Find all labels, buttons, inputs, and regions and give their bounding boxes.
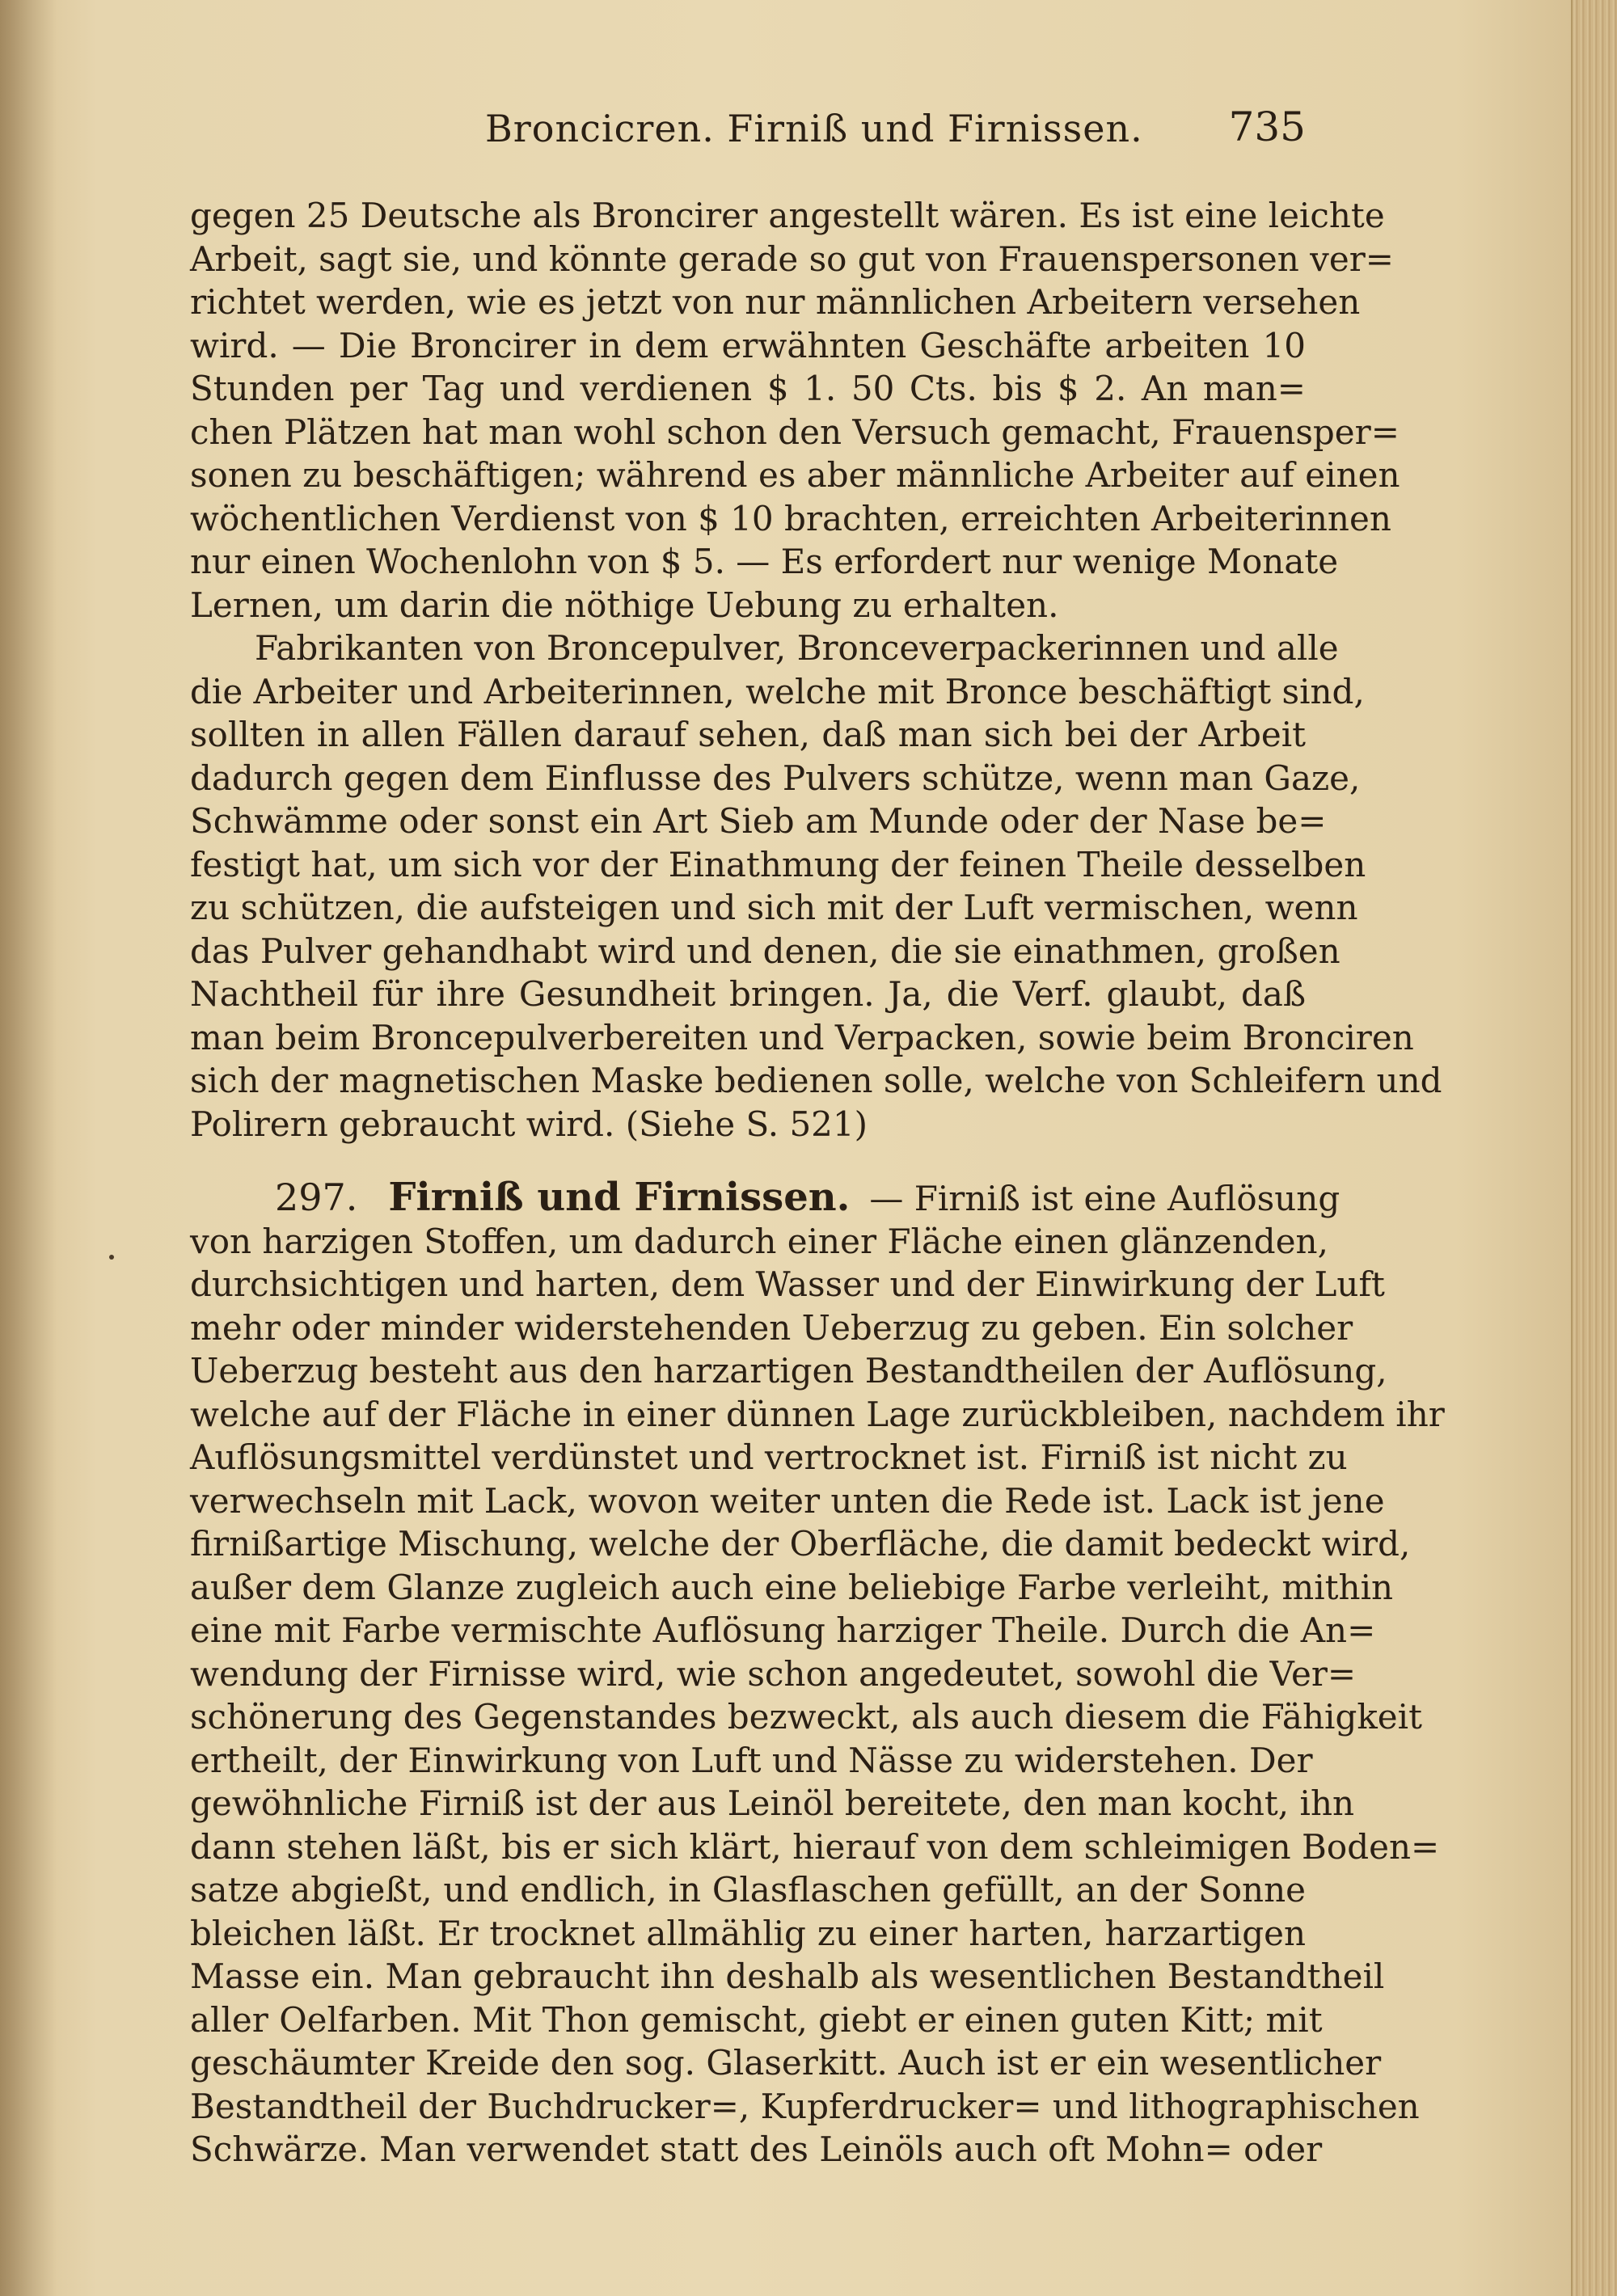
text-line: außer dem Glanze zugleich auch eine beliebige Farbe verleiht, mithin: [190, 1567, 1394, 1607]
text-line: nur einen Wochenlohn von $ 5. — Es erfordert nur wenige Monate: [190, 542, 1339, 581]
text-line: Schwärze. Man verwendet statt des Leinöls auch oft Mohn= oder: [190, 2129, 1323, 2169]
text-line: ertheilt, der Einwirkung von Luft und Nässe zu widerstehen. Der: [190, 1740, 1313, 1780]
text-line: durchsichtigen und harten, dem Wasser und der Einwirkung der Luft: [190, 1264, 1385, 1304]
text-line: sonen zu beschäftigen; während es aber männliche Arbeiter auf einen: [190, 455, 1400, 495]
text-line: Lernen, um darin die nöthige Uebung zu erhalten.: [190, 585, 1059, 625]
running-title: Broncicren. Firniß und Firnissen.: [485, 107, 1143, 150]
text-line: festigt hat, um sich vor der Einathmung der feinen Theile desselben: [190, 844, 1366, 884]
text-line: wendung der Firnisse wird, wie schon angedeutet, sowohl die Ver=: [190, 1653, 1357, 1694]
text-line: welche auf der Fläche in einer dünnen Lage zurückbleiben, nachdem ihr: [190, 1394, 1445, 1434]
text-line: geschäumter Kreide den sog. Glaserkitt. Auch ist er ein wesentlicher: [190, 2043, 1382, 2083]
text-line: Ueberzug besteht aus den harzartigen Bestandtheilen der Auflösung,: [190, 1351, 1387, 1391]
text-line: mehr oder minder widerstehenden Ueberzug zu geben. Ein solcher: [190, 1307, 1353, 1348]
text-line: Auflösungsmittel verdünstet und vertrocknet ist. Firniß ist nicht zu: [190, 1437, 1348, 1477]
text-line: eine mit Farbe vermischte Auflösung harziger Theile. Durch die An=: [190, 1610, 1376, 1650]
text-line: Stunden per Tag und verdienen $ 1. 50 Cts. bis $ 2. An man=: [190, 369, 1306, 408]
text-line: wöchentlichen Verdienst von $ 10 brachten, erreichten Arbeiterinnen: [190, 498, 1391, 538]
page-stack-edge: [1571, 0, 1617, 2296]
paragraph-2: [190, 627, 1442, 1146]
text-line: bleichen läßt. Er trocknet allmählig zu einer harten, harzartigen: [190, 1913, 1306, 1953]
text-line: das Pulver gehandhabt wird und denen, die sie einathmen, großen: [190, 931, 1340, 971]
text-line: Fabrikanten von Broncepulver, Bronceverpackerinnen und alle: [255, 628, 1339, 668]
section-number: 297.: [275, 1175, 358, 1219]
text-line: Bestandtheil der Buchdrucker=, Kupferdrucker= und lithographischen: [190, 2086, 1420, 2126]
text-line: richtet werden, wie es jetzt von nur männlichen Arbeitern versehen: [190, 282, 1361, 322]
text-line: verwechseln mit Lack, wovon weiter unten die Rede ist. Lack ist jene: [190, 1480, 1385, 1521]
section-297: [190, 1175, 1445, 2171]
binding-gutter-shadow: [0, 0, 57, 2296]
text-line: gegen 25 Deutsche als Broncirer angestellt wären. Es ist eine leichte: [190, 196, 1385, 235]
text-line: firnißartige Mischung, welche der Oberfläche, die damit bedeckt wird,: [190, 1524, 1411, 1564]
text-line: satze abgießt, und endlich, in Glasflaschen gefüllt, an der Sonne: [190, 1870, 1306, 1910]
section-heading-line: [190, 1175, 1340, 1220]
text-line: dann stehen läßt, bis er sich klärt, hierauf von dem schleimigen Boden=: [190, 1826, 1440, 1867]
text-line: schönerung des Gegenstandes bezweckt, als auch diesem die Fähigkeit: [190, 1697, 1422, 1737]
text-line: sich der magnetischen Maske bedienen solle, welche von Schleifern und: [190, 1061, 1442, 1100]
section-title: Firniß und Firnissen.: [388, 1175, 851, 1220]
body-text: [190, 194, 1445, 2171]
text-line: chen Plätzen hat man wohl schon den Versuch gemacht, Frauensper=: [190, 412, 1400, 452]
text-line: zu schützen, die aufsteigen und sich mit der Luft vermischen, wenn: [190, 888, 1358, 927]
text-line: von harzigen Stoffen, um dadurch einer Fläche einen glänzenden,: [190, 1221, 1328, 1261]
text-line: sollten in allen Fällen darauf sehen, daß man sich bei der Arbeit: [190, 715, 1306, 754]
page-number: 735: [1228, 103, 1306, 150]
text-line: dadurch gegen dem Einflusse des Pulvers schütze, wenn man Gaze,: [190, 758, 1361, 798]
section-spacer: [190, 1146, 1306, 1176]
text-line: die Arbeiter und Arbeiterinnen, welche mit Bronce beschäftigt sind,: [190, 671, 1365, 711]
text-line: gewöhnliche Firniß ist der aus Leinöl bereitete, den man kocht, ihn: [190, 1783, 1355, 1823]
page-header: [190, 103, 1306, 163]
text-line: Arbeit, sagt sie, und könnte gerade so gut von Frauenspersonen ver=: [190, 238, 1394, 279]
text-line: Polirern gebraucht wird. (Siehe S. 521): [190, 1104, 868, 1144]
paragraph-1: [190, 194, 1400, 627]
text-line: Schwämme oder sonst ein Art Sieb am Munde oder der Nase be=: [190, 801, 1327, 841]
text-line: aller Oelfarben. Mit Thon gemischt, giebt er einen guten Kitt; mit: [190, 1999, 1323, 2040]
text-line: Masse ein. Man gebraucht ihn deshalb als wesentlichen Bestandtheil: [190, 1956, 1385, 1996]
text-line: man beim Broncepulverbereiten und Verpacken, sowie beim Bronciren: [190, 1017, 1414, 1057]
text-line: wird. — Die Broncirer in dem erwähnten Geschäfte arbeiten 10: [190, 325, 1306, 365]
margin-speck: [109, 1255, 114, 1260]
text-line: Nachtheil für ihre Gesundheit bringen. Ja, die Verf. glaubt, daß: [190, 974, 1306, 1014]
section-first-line-text: — Firniß ist eine Auflösung: [869, 1179, 1340, 1218]
